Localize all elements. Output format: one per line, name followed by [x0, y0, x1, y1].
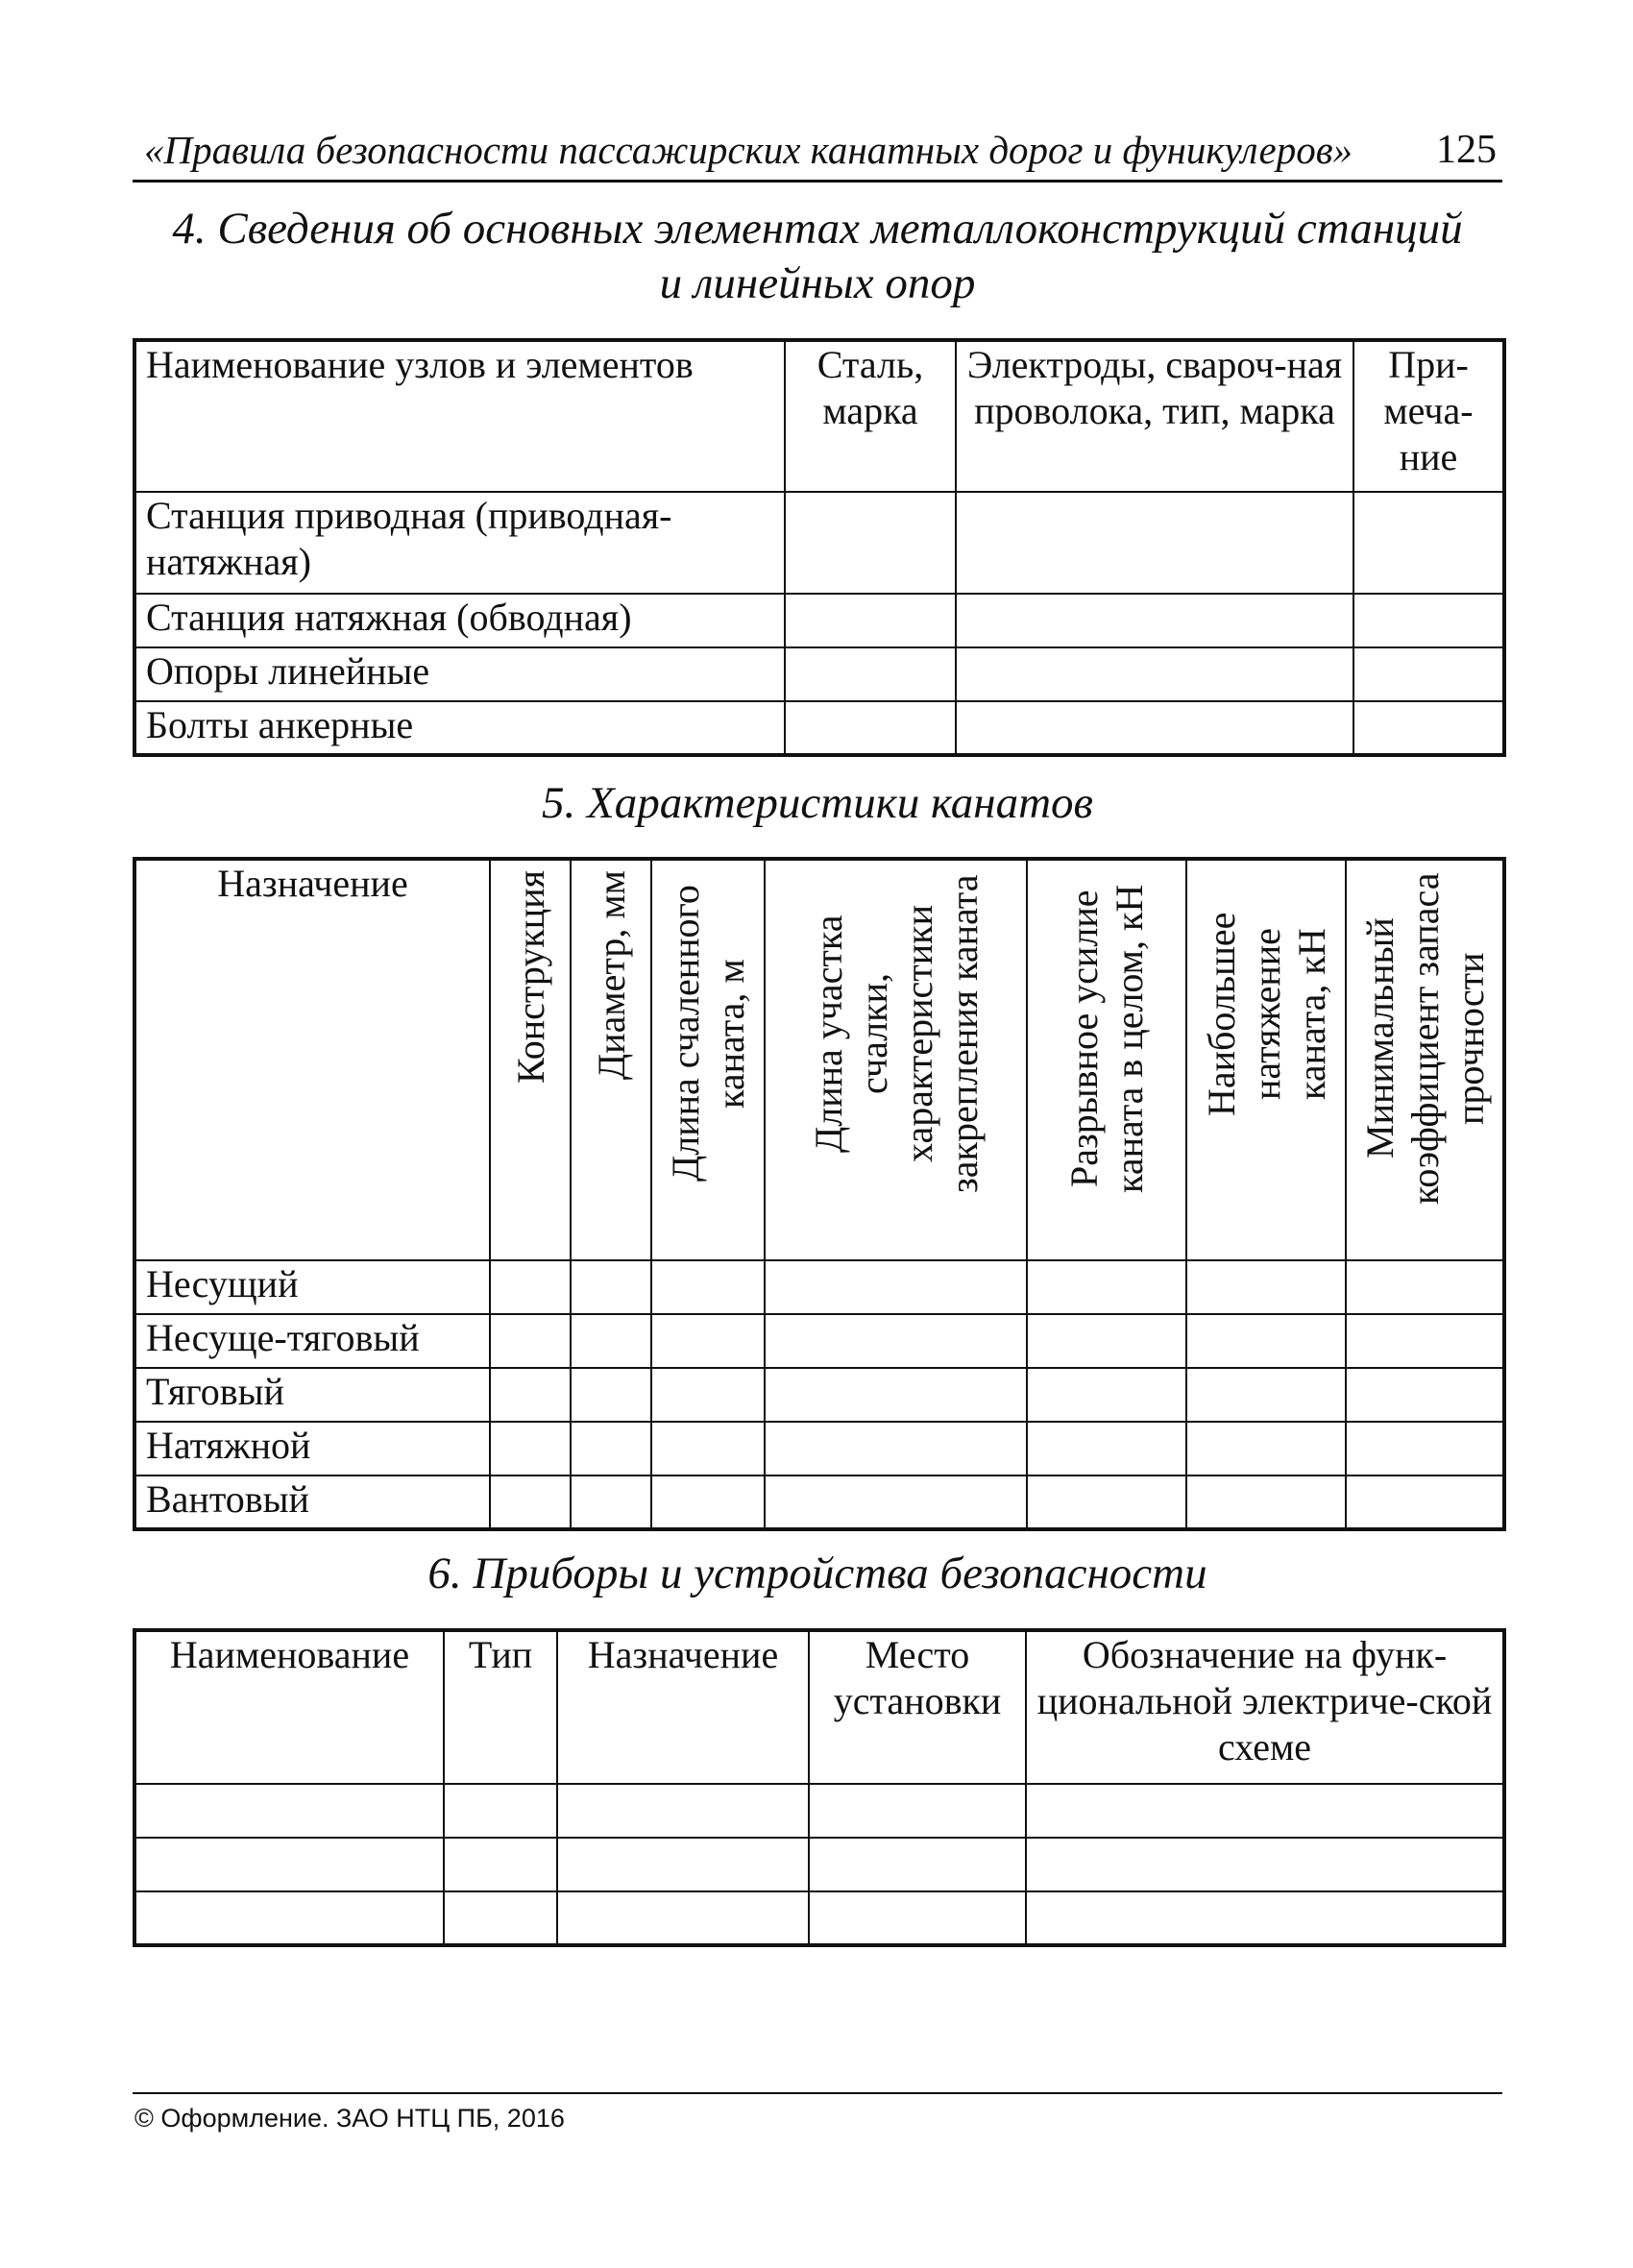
- row-label: Станция натяжная (обводная): [134, 594, 785, 647]
- page-number: 125: [1436, 128, 1497, 172]
- cell: [651, 1260, 765, 1314]
- cell: [1353, 594, 1504, 647]
- cell: [444, 1891, 557, 1945]
- cell: [765, 1260, 1027, 1314]
- cell: [651, 1422, 765, 1475]
- ropes-table: [133, 857, 1506, 1531]
- cell: [1027, 1422, 1186, 1475]
- section4-heading-line1: 4. Сведения об основных элементах металлоконструкций станций: [172, 204, 1463, 254]
- row-label: Несуще-тяговый: [134, 1314, 490, 1368]
- cell: [1353, 647, 1504, 701]
- row-label: Несущий: [134, 1260, 490, 1314]
- col-header-breaking-force: Разрывное усилие каната в целом, кН: [1062, 884, 1151, 1193]
- running-title: «Правила безопасности пассажирских канатных дорог и фуникулеров»: [144, 128, 1353, 172]
- row-label: Вантовый: [134, 1475, 490, 1529]
- col-header-spliced-length: Длина счаленного каната, м: [664, 885, 752, 1183]
- col-header-location: Место установки: [809, 1630, 1026, 1784]
- table-row: [134, 1891, 1504, 1945]
- cell: [1027, 1475, 1186, 1529]
- cell: [571, 1260, 651, 1314]
- cell: [557, 1838, 809, 1891]
- cell: [1027, 1260, 1186, 1314]
- footer-divider: [133, 2092, 1502, 2094]
- cell: [785, 594, 956, 647]
- cell: [557, 1891, 809, 1945]
- col-header-name: Наименование узлов и элементов: [134, 340, 785, 492]
- cell: [134, 1891, 444, 1945]
- cell: [1186, 1314, 1346, 1368]
- col-header-purpose: Назначение: [134, 859, 490, 1260]
- cell: [134, 1838, 444, 1891]
- footer-copyright: © Оформление. ЗАО НТЦ ПБ, 2016: [134, 2104, 565, 2133]
- section4-heading: [133, 202, 1502, 311]
- row-label: Тяговый: [134, 1368, 490, 1422]
- cell: [785, 647, 956, 701]
- section4-heading-line2: и линейных опор: [659, 258, 976, 308]
- col-header-safety-factor: Минимальный коэффициент запаса прочности: [1357, 872, 1492, 1205]
- row-label: Станция приводная (приводная-натяжная): [134, 492, 785, 594]
- col-header-electrodes: Электроды, свароч-ная проволока, тип, марка: [956, 340, 1353, 492]
- col-header-device-purpose: Назначение: [557, 1630, 809, 1784]
- col-header-construction: Конструкция: [508, 870, 552, 1084]
- cell: [1186, 1368, 1346, 1422]
- cell: [765, 1314, 1027, 1368]
- cell: [956, 492, 1353, 594]
- cell: [765, 1422, 1027, 1475]
- section6-heading: 6. Приборы и устройства безопасности: [427, 1549, 1207, 1598]
- cell: [1027, 1368, 1186, 1422]
- cell: [809, 1784, 1026, 1838]
- running-header: [133, 127, 1502, 183]
- table-row: [134, 1784, 1504, 1838]
- cell: [571, 1422, 651, 1475]
- cell: [1186, 1475, 1346, 1529]
- col-header-max-tension: Наибольшее натяжение каната, кН: [1199, 912, 1333, 1117]
- cell: [490, 1368, 571, 1422]
- elements-table: [133, 338, 1506, 757]
- col-header-diameter: Диаметр, мм: [589, 870, 633, 1081]
- cell: [557, 1784, 809, 1838]
- cell: [490, 1475, 571, 1529]
- row-label: Болты анкерные: [134, 701, 785, 755]
- col-header-splice-section: Длина участка счалки, характеристики закрепления каната: [806, 874, 986, 1193]
- cell: [490, 1314, 571, 1368]
- table-row: [134, 1260, 1504, 1314]
- row-label: Натяжной: [134, 1422, 490, 1475]
- table-row: [134, 1475, 1504, 1529]
- cell: [1027, 1314, 1186, 1368]
- cell: [765, 1368, 1027, 1422]
- col-header-note: При-меча-ние: [1353, 340, 1504, 492]
- cell: [1186, 1422, 1346, 1475]
- table-row: [134, 1368, 1504, 1422]
- col-header-device-name: Наименование: [134, 1630, 444, 1784]
- cell: [1346, 1314, 1504, 1368]
- cell: [444, 1838, 557, 1891]
- table-row: [134, 1422, 1504, 1475]
- cell: [651, 1314, 765, 1368]
- cell: [571, 1368, 651, 1422]
- col-header-type: Тип: [444, 1630, 557, 1784]
- cell: [1346, 1422, 1504, 1475]
- cell: [1026, 1784, 1504, 1838]
- cell: [1346, 1475, 1504, 1529]
- cell: [809, 1838, 1026, 1891]
- row-label: Опоры линейные: [134, 647, 785, 701]
- cell: [651, 1368, 765, 1422]
- cell: [490, 1260, 571, 1314]
- cell: [956, 647, 1353, 701]
- col-header-scheme-designation: Обозначение на функ-циональной электриче-ской схеме: [1026, 1630, 1504, 1784]
- cell: [1353, 701, 1504, 755]
- cell: [444, 1784, 557, 1838]
- cell: [490, 1422, 571, 1475]
- cell: [1186, 1260, 1346, 1314]
- cell: [571, 1314, 651, 1368]
- cell: [1353, 492, 1504, 594]
- table-row: [134, 1838, 1504, 1891]
- cell: [1346, 1368, 1504, 1422]
- section5-heading: 5. Характеристики канатов: [542, 778, 1093, 828]
- col-header-steel: Сталь, марка: [785, 340, 956, 492]
- cell: [134, 1784, 444, 1838]
- cell: [785, 701, 956, 755]
- cell: [571, 1475, 651, 1529]
- cell: [651, 1475, 765, 1529]
- cell: [1346, 1260, 1504, 1314]
- cell: [956, 594, 1353, 647]
- cell: [809, 1891, 1026, 1945]
- safety-devices-table: [133, 1628, 1506, 1947]
- cell: [1026, 1891, 1504, 1945]
- cell: [785, 492, 956, 594]
- table-row: [134, 1314, 1504, 1368]
- cell: [765, 1475, 1027, 1529]
- cell: [956, 701, 1353, 755]
- cell: [1026, 1838, 1504, 1891]
